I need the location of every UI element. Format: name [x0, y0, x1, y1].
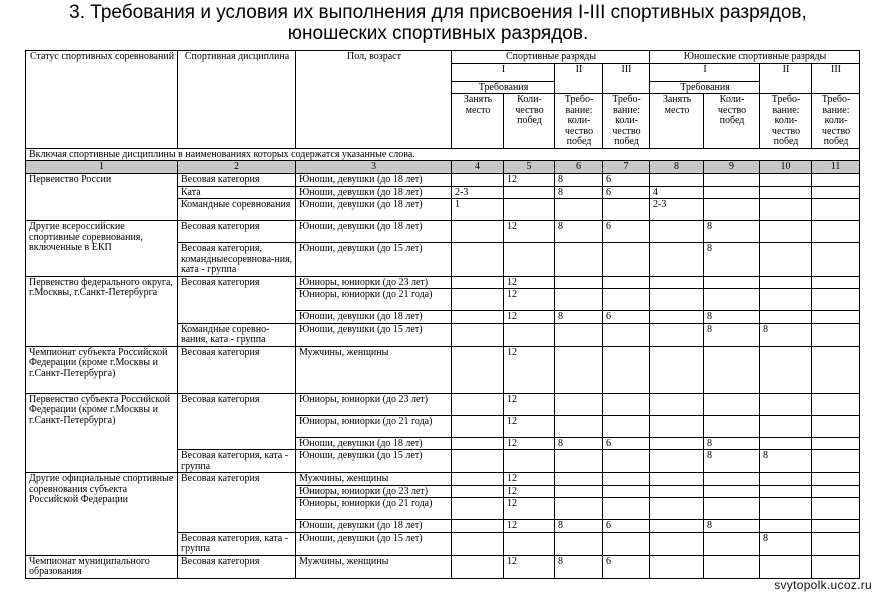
value-cell — [650, 415, 704, 437]
value-cell — [812, 243, 860, 277]
value-cell — [812, 485, 860, 498]
value-cell — [704, 485, 760, 498]
page-title — [0, 2, 876, 44]
discipline-cell: Весовая категория, ката - группа — [178, 532, 296, 555]
value-cell — [704, 473, 760, 486]
value-cell — [452, 289, 504, 311]
gender-age-cell: Юниоры, юниорки (до 21 года) — [296, 498, 452, 520]
value-cell: 6 — [603, 520, 650, 533]
value-cell — [812, 555, 860, 578]
discipline-cell: Весовая категория — [178, 473, 296, 533]
value-cell — [452, 276, 504, 289]
value-cell — [812, 186, 860, 199]
gender-age-cell: Юноши, девушки (до 18 лет) — [296, 311, 452, 324]
col-number: 3 — [296, 161, 452, 174]
value-cell — [452, 393, 504, 415]
value-cell: 8 — [704, 243, 760, 277]
value-cell — [704, 199, 760, 221]
value-cell: 12 — [504, 346, 555, 393]
header-wins-count: Коли-чество побед — [504, 94, 555, 149]
value-cell — [812, 289, 860, 311]
value-cell — [704, 555, 760, 578]
value-cell — [812, 221, 860, 243]
value-cell — [452, 174, 504, 187]
value-cell — [650, 311, 704, 324]
value-cell: 12 — [504, 498, 555, 520]
status-cell: Первенство России — [26, 174, 178, 221]
value-cell: 6 — [603, 221, 650, 243]
value-cell — [650, 289, 704, 311]
col-number: 11 — [812, 161, 860, 174]
col-number: 10 — [760, 161, 812, 174]
value-cell — [603, 323, 650, 346]
value-cell: 8 — [704, 437, 760, 450]
value-cell: 8 — [760, 323, 812, 346]
gender-age-cell: Юноши, девушки (до 18 лет) — [296, 199, 452, 221]
col-number: 7 — [603, 161, 650, 174]
gender-age-cell: Юноши, девушки (до 15 лет) — [296, 243, 452, 277]
value-cell — [555, 289, 603, 311]
value-cell — [555, 450, 603, 473]
value-cell — [555, 199, 603, 221]
gender-age-cell: Юноши, девушки (до 18 лет) — [296, 437, 452, 450]
value-cell: 12 — [504, 311, 555, 324]
value-cell: 12 — [504, 555, 555, 578]
value-cell — [504, 532, 555, 555]
value-cell — [760, 346, 812, 393]
value-cell — [603, 450, 650, 473]
value-cell — [650, 276, 704, 289]
value-cell — [452, 346, 504, 393]
status-cell: Чемпионат субъекта Российской Федерации (кроме г.Москвы и г.Санкт-Петербурга) — [26, 346, 178, 393]
value-cell — [504, 450, 555, 473]
discipline-cell: Весовая категория — [178, 174, 296, 187]
table-note: Включая спортивные дисциплины в наименованиях которых содержатся указанные слова. — [26, 148, 860, 161]
value-cell: 8 — [704, 323, 760, 346]
table-row — [26, 221, 860, 243]
value-cell — [555, 532, 603, 555]
value-cell — [603, 346, 650, 393]
header-youth-ranks: Юношеские спортивные разряды — [650, 51, 860, 64]
header-sport-ranks: Спортивные разряды — [452, 51, 650, 64]
gender-age-cell: Мужчины, женщины — [296, 473, 452, 486]
value-cell — [704, 498, 760, 520]
value-cell: 8 — [555, 311, 603, 324]
column-numbers-row — [26, 161, 860, 174]
value-cell — [452, 221, 504, 243]
value-cell — [760, 221, 812, 243]
header-youth-requirements: Требования — [650, 81, 760, 94]
discipline-cell: Весовая категория — [178, 555, 296, 578]
status-cell: Другие официальные спортивные соревнования субъекта Российской Федерации — [26, 473, 178, 556]
table-row — [26, 473, 860, 486]
value-cell — [452, 520, 504, 533]
value-cell — [760, 520, 812, 533]
value-cell — [452, 450, 504, 473]
value-cell — [812, 437, 860, 450]
value-cell — [812, 346, 860, 393]
gender-age-cell: Юниоры, юниорки (до 23 лет) — [296, 276, 452, 289]
value-cell — [812, 415, 860, 437]
col-number: 4 — [452, 161, 504, 174]
value-cell — [650, 532, 704, 555]
value-cell: 8 — [555, 555, 603, 578]
col-number: 2 — [178, 161, 296, 174]
value-cell — [812, 174, 860, 187]
value-cell: 4 — [650, 186, 704, 199]
value-cell — [704, 393, 760, 415]
value-cell — [504, 199, 555, 221]
value-cell — [760, 276, 812, 289]
value-cell — [812, 199, 860, 221]
gender-age-cell: Юниоры, юниорки (до 23 лет) — [296, 485, 452, 498]
header-youth-take-place: Занять место — [650, 94, 704, 149]
value-cell — [704, 276, 760, 289]
value-cell — [504, 243, 555, 277]
value-cell: 8 — [555, 186, 603, 199]
value-cell — [760, 485, 812, 498]
value-cell: 8 — [555, 174, 603, 187]
value-cell — [452, 243, 504, 277]
value-cell — [812, 311, 860, 324]
value-cell: 6 — [603, 437, 650, 450]
value-cell: 12 — [504, 473, 555, 486]
value-cell — [760, 311, 812, 324]
value-cell — [650, 473, 704, 486]
value-cell — [504, 186, 555, 199]
header-status: Статус спортивных соревнований — [26, 51, 178, 149]
header-rank-1: I — [452, 63, 555, 81]
value-cell — [650, 520, 704, 533]
value-cell — [650, 221, 704, 243]
table-body — [26, 174, 860, 579]
value-cell: 12 — [504, 393, 555, 415]
discipline-cell: Весовая категория — [178, 276, 296, 323]
value-cell: 12 — [504, 520, 555, 533]
value-cell — [603, 199, 650, 221]
value-cell — [760, 199, 812, 221]
value-cell — [704, 415, 760, 437]
value-cell — [555, 415, 603, 437]
value-cell — [603, 415, 650, 437]
status-cell: Чемпионат муниципального образования — [26, 555, 178, 578]
title-line-2: юношеских спортивных разрядов. — [287, 23, 589, 44]
value-cell: 6 — [603, 186, 650, 199]
value-cell — [555, 276, 603, 289]
value-cell — [760, 186, 812, 199]
gender-age-cell: Юноши, девушки (до 18 лет) — [296, 221, 452, 243]
gender-age-cell: Юноши, девушки (до 18 лет) — [296, 186, 452, 199]
value-cell — [650, 323, 704, 346]
value-cell — [650, 393, 704, 415]
value-cell — [812, 520, 860, 533]
value-cell — [504, 323, 555, 346]
value-cell — [555, 243, 603, 277]
col-number: 1 — [26, 161, 178, 174]
value-cell: 8 — [555, 520, 603, 533]
value-cell: 6 — [603, 555, 650, 578]
discipline-cell: Весовая категория, командныесоревнова-ния, ката - группа — [178, 243, 296, 277]
table-row — [26, 174, 860, 187]
header-youth-rank-3: III — [812, 63, 860, 94]
header-youth-rank-2: II — [760, 63, 812, 94]
col-number: 9 — [704, 161, 760, 174]
discipline-cell: Весовая категория — [178, 346, 296, 393]
value-cell — [704, 532, 760, 555]
value-cell: 6 — [603, 311, 650, 324]
value-cell: 8 — [704, 520, 760, 533]
value-cell: 12 — [504, 276, 555, 289]
header-youth-rank-1: I — [650, 63, 760, 81]
gender-age-cell: Юниоры, юниорки (до 21 года) — [296, 289, 452, 311]
header-rank-2: II — [555, 63, 603, 94]
table-row — [26, 346, 860, 393]
discipline-cell: Командные соревнования — [178, 199, 296, 221]
gender-age-cell: Юноши, девушки (до 15 лет) — [296, 323, 452, 346]
header-discipline: Спортивная дисциплина — [178, 51, 296, 149]
value-cell: 12 — [504, 174, 555, 187]
header-requirements: Требования — [452, 81, 555, 94]
table-row — [26, 393, 860, 415]
value-cell: 2-3 — [650, 199, 704, 221]
value-cell — [603, 473, 650, 486]
gender-age-cell: Юноши, девушки (до 15 лет) — [296, 450, 452, 473]
header-take-place: Занять место — [452, 94, 504, 149]
header-rank-3: III — [603, 63, 650, 94]
value-cell: 6 — [603, 174, 650, 187]
value-cell — [452, 323, 504, 346]
value-cell — [760, 243, 812, 277]
value-cell — [760, 289, 812, 311]
value-cell — [812, 498, 860, 520]
header-gender-age: Пол, возраст — [296, 51, 452, 149]
value-cell: 8 — [760, 532, 812, 555]
value-cell — [812, 473, 860, 486]
value-cell — [812, 450, 860, 473]
value-cell — [603, 243, 650, 277]
value-cell — [812, 393, 860, 415]
value-cell — [760, 473, 812, 486]
value-cell — [812, 532, 860, 555]
value-cell — [812, 276, 860, 289]
value-cell: 8 — [704, 311, 760, 324]
value-cell — [452, 311, 504, 324]
value-cell — [555, 498, 603, 520]
value-cell — [704, 174, 760, 187]
value-cell: 12 — [504, 485, 555, 498]
value-cell — [650, 450, 704, 473]
col-number: 6 — [555, 161, 603, 174]
discipline-cell: Командные соревно-вания, ката - группа — [178, 323, 296, 346]
value-cell — [555, 393, 603, 415]
value-cell: 12 — [504, 289, 555, 311]
value-cell — [760, 174, 812, 187]
value-cell — [452, 555, 504, 578]
gender-age-cell: Юноши, девушки (до 18 лет) — [296, 174, 452, 187]
value-cell — [603, 393, 650, 415]
value-cell: 8 — [555, 437, 603, 450]
value-cell — [452, 485, 504, 498]
header-youth-req-wins-2: Требо-вание: коли-чество побед — [760, 94, 812, 149]
value-cell — [555, 346, 603, 393]
value-cell — [760, 437, 812, 450]
value-cell — [650, 555, 704, 578]
value-cell — [603, 289, 650, 311]
value-cell — [452, 498, 504, 520]
value-cell — [603, 485, 650, 498]
value-cell — [650, 485, 704, 498]
value-cell: 12 — [504, 437, 555, 450]
header-req-wins-2: Требо-вание: коли-чество побед — [555, 94, 603, 149]
value-cell — [704, 346, 760, 393]
gender-age-cell: Мужчины, женщины — [296, 346, 452, 393]
discipline-cell: Весовая категория, ката - группа — [178, 450, 296, 473]
value-cell: 8 — [704, 221, 760, 243]
value-cell — [760, 415, 812, 437]
header-youth-wins-count: Коли-чество побед — [704, 94, 760, 149]
value-cell — [650, 243, 704, 277]
value-cell: 2-3 — [452, 186, 504, 199]
value-cell — [452, 437, 504, 450]
value-cell — [760, 498, 812, 520]
value-cell — [650, 437, 704, 450]
status-cell: Другие всероссийские спортивные соревнования, включенные в ЕКП — [26, 221, 178, 277]
value-cell — [603, 498, 650, 520]
value-cell — [603, 532, 650, 555]
value-cell — [812, 323, 860, 346]
value-cell — [555, 473, 603, 486]
gender-age-cell: Мужчины, женщины — [296, 555, 452, 578]
value-cell: 1 — [452, 199, 504, 221]
gender-age-cell: Юниоры, юниорки (до 23 лет) — [296, 393, 452, 415]
table-row — [26, 276, 860, 289]
discipline-cell: Ката — [178, 186, 296, 199]
watermark: svytopolk.ucoz.ru — [774, 578, 872, 592]
title-line-1: 3. Требования и условия их выполнения для присвоения I-III спортивных разрядов, — [69, 2, 807, 23]
table-row — [26, 555, 860, 578]
col-number: 8 — [650, 161, 704, 174]
col-number: 5 — [504, 161, 555, 174]
header-youth-req-wins-3: Требо-вание: коли-чество побед — [812, 94, 860, 149]
discipline-cell: Весовая категория — [178, 393, 296, 450]
value-cell: 12 — [504, 415, 555, 437]
value-cell: 8 — [704, 450, 760, 473]
gender-age-cell: Юниоры, юниорки (до 21 года) — [296, 415, 452, 437]
value-cell — [452, 415, 504, 437]
status-cell: Первенство субъекта Российской Федерации (кроме г.Москвы и г.Санкт-Петербурга) — [26, 393, 178, 473]
value-cell: 12 — [504, 221, 555, 243]
value-cell — [650, 498, 704, 520]
value-cell — [555, 323, 603, 346]
gender-age-cell: Юноши, девушки (до 15 лет) — [296, 532, 452, 555]
gender-age-cell: Юноши, девушки (до 18 лет) — [296, 520, 452, 533]
header-req-wins-3: Требо-вание: коли-чество побед — [603, 94, 650, 149]
value-cell — [704, 186, 760, 199]
value-cell — [760, 555, 812, 578]
value-cell — [760, 393, 812, 415]
value-cell — [555, 485, 603, 498]
value-cell — [704, 289, 760, 311]
value-cell — [650, 346, 704, 393]
value-cell — [650, 174, 704, 187]
value-cell — [603, 276, 650, 289]
status-cell: Первенство федерального округа, г.Москвы, г.Санкт-Петербурга — [26, 276, 178, 346]
value-cell — [452, 473, 504, 486]
discipline-cell: Весовая категория — [178, 221, 296, 243]
requirements-table — [25, 50, 860, 579]
value-cell: 8 — [555, 221, 603, 243]
value-cell — [452, 532, 504, 555]
value-cell: 8 — [760, 450, 812, 473]
